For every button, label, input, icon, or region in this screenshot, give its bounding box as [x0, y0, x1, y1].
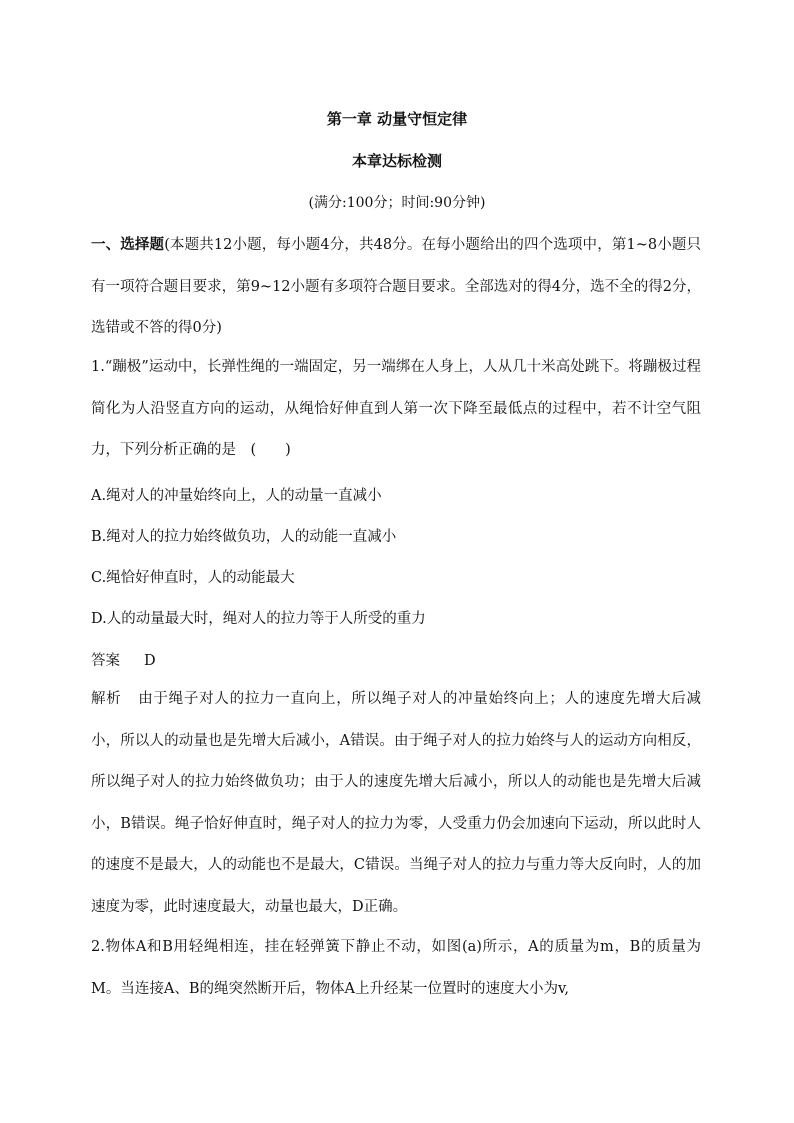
- analysis-text: 由于绳子对人的拉力一直向上，所以绳子对人的冲量始终向上；人的速度先增大后减小，所以人的动量也是先增大后减小，A错误。由于绳子对人的拉力始终与人的运动方向相反，所以绳子对人的拉力始终做负功；由于人的速度先增大后减小，所以人的动能也是先增大后减小，B错误。绳子恰好伸直时，绳子对人的拉力为零，人受重力仍会加速向下运动，所以此时人的速度不是最大，人的动能也不是最大，C错误。当绳子对人的拉力与重力等大反向时，人的加速度为零，此时速度最大，动量也最大，D正确。: [91, 691, 702, 915]
- section-instructions-text: (本题共12小题，每小题4分，共48分。在每小题给出的四个选项中，第1~8小题只有一项符合题目要求，第9~12小题有多项符合题目要求。全部选对的得4分，选不全的得2分，选错或不答的得0分): [91, 237, 701, 336]
- question-1-analysis: [91, 679, 701, 928]
- chapter-title: 第一章 动量守恒定律: [326, 110, 468, 128]
- question-2-stem: 2.物体A和B用轻绳相连，挂在轻弹簧下静止不动，如图(a)所示，A的质量为m，B的质量为M。当连接A、B的绳突然断开后，物体A上升经某一位置时的速度大小为v,: [91, 939, 701, 997]
- question-1-stem: 1.“蹦极”运动中，长弹性绳的一端固定，另一端绑在人身上，人从几十米高处跳下。将蹦极过程简化为人沿竖直方向的运动，从绳恰好伸直到人第一次下降至最低点的过程中，若不计空气阻力，下列分析正确的是 ( ): [91, 359, 701, 458]
- question-1-option-a: A.绳对人的冲量始终向上，人的动量一直减小: [91, 488, 382, 504]
- test-title: 本章达标检测: [351, 152, 442, 170]
- answer-label: 答案: [91, 653, 120, 669]
- question-1-option-b: B.绳对人的拉力始终做负功，人的动能一直减小: [91, 529, 397, 545]
- question-1-option-c: C.绳恰好伸直时，人的动能最大: [91, 570, 295, 586]
- section-instructions: [91, 224, 701, 350]
- question-1-answer: [91, 649, 156, 670]
- section-heading: 一、选择题: [91, 236, 165, 253]
- test-meta: (满分:100分；时间:90分钟): [308, 195, 486, 211]
- analysis-label: 解析: [91, 691, 122, 707]
- question-1-option-d: D.人的动量最大时，绳对人的拉力等于人所受的重力: [91, 611, 426, 627]
- answer-value: D: [144, 653, 156, 669]
